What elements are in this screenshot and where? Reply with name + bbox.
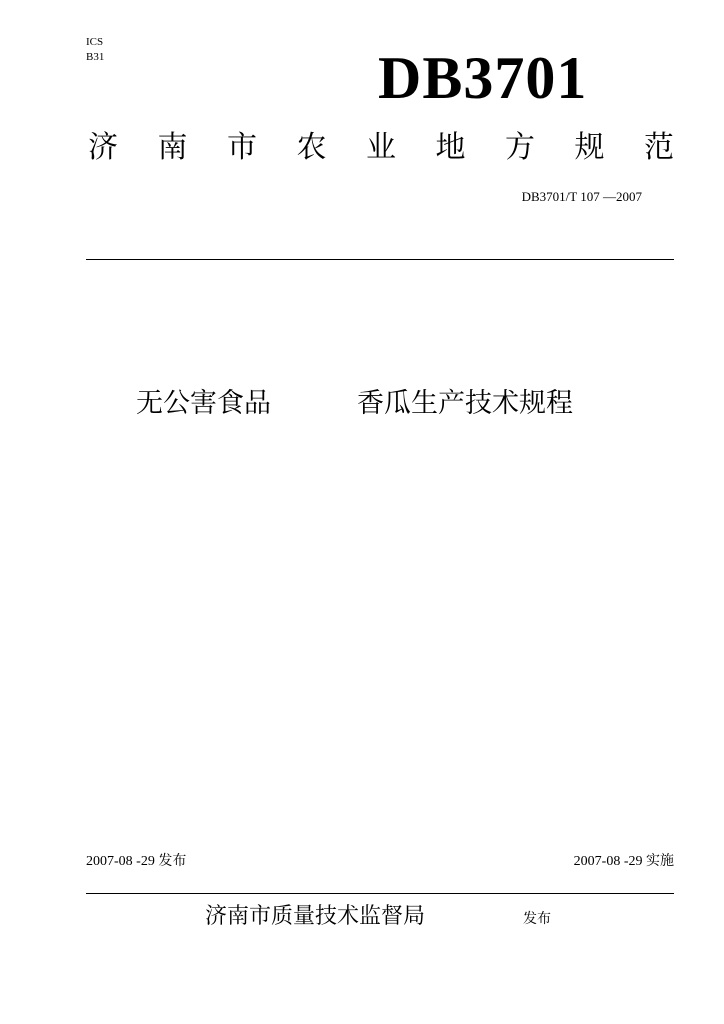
issue-date: 2007-08 -29 发布 (86, 854, 187, 869)
document-title-part1: 无公害食品 (136, 388, 271, 419)
local-standard-code: DB3701 (378, 45, 588, 111)
standard-category-char: 方 (505, 130, 535, 165)
standard-category-title (88, 128, 674, 168)
footer-divider (86, 893, 674, 894)
implementation-date: 2007-08 -29 实施 (573, 854, 674, 869)
standard-category-char: 范 (644, 130, 674, 165)
standard-category-char: 南 (157, 130, 188, 165)
issuing-suffix: 发布 (523, 911, 551, 927)
header-divider (86, 259, 674, 260)
ics-label: ICS (86, 36, 104, 48)
issuing-authority: 济南市质量技术监督局 (205, 904, 426, 929)
standard-category-char: 地 (435, 130, 466, 165)
standard-category-char: 市 (227, 130, 257, 165)
ccs-code: B31 (86, 51, 105, 63)
standard-number: DB3701/T 107 —2007 (521, 189, 642, 204)
standard-category-char: 济 (88, 130, 118, 165)
document-title-part2: 香瓜生产技术规程 (357, 388, 573, 419)
standard-category-char: 规 (574, 130, 605, 165)
standard-category-char: 农 (296, 130, 327, 165)
standard-category-char: 业 (366, 130, 396, 165)
